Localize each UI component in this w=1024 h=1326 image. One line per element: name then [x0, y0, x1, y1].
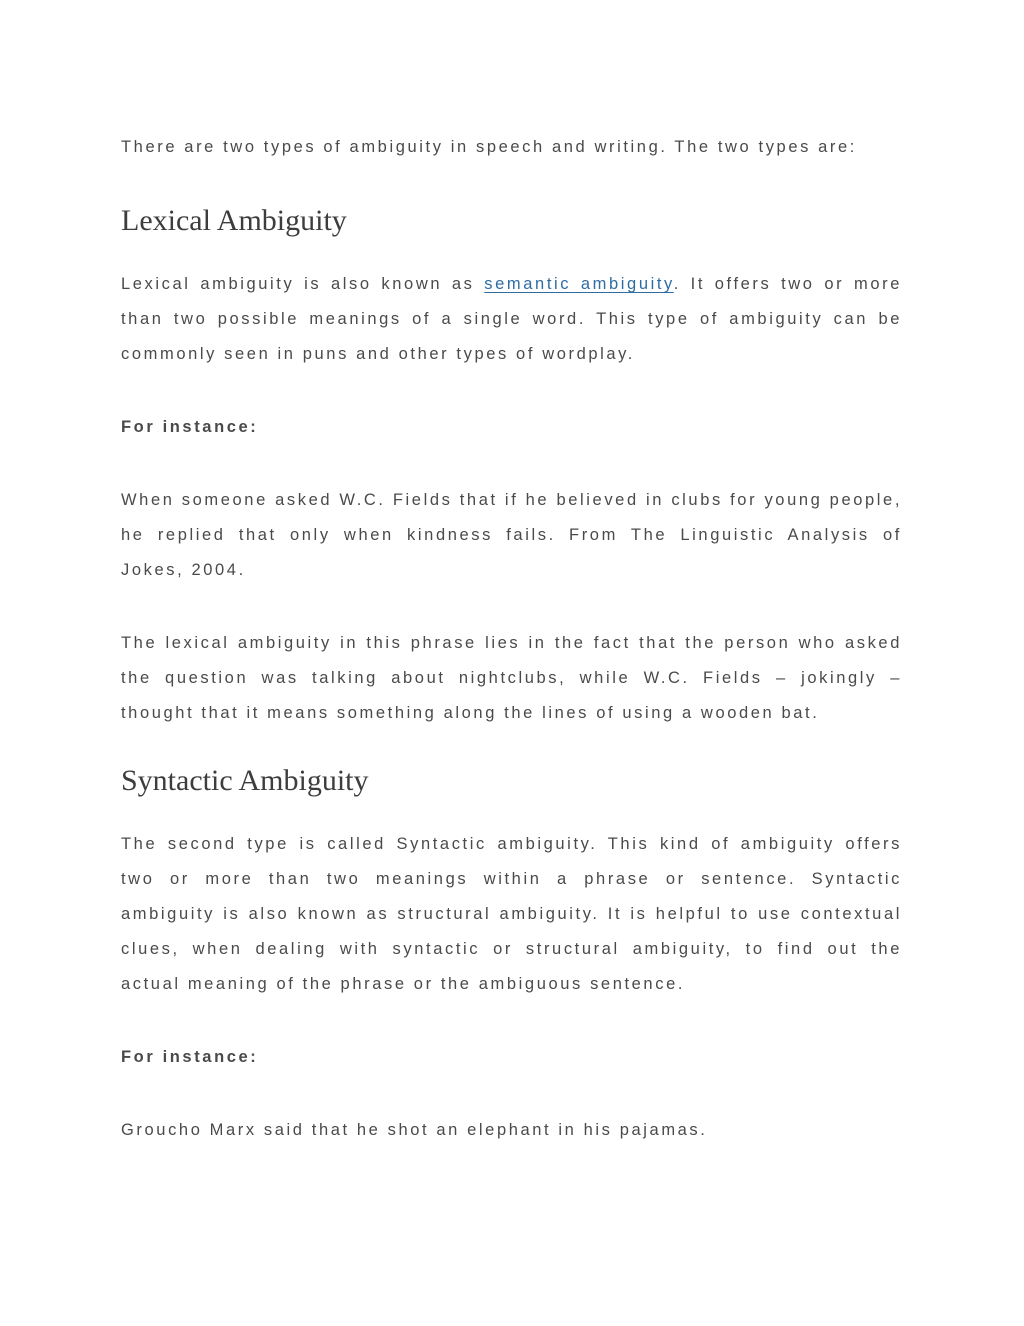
document-page	[121, 130, 902, 1148]
lexical-heading: Lexical Ambiguity	[121, 204, 347, 237]
lexical-instance-label: For instance:	[121, 418, 259, 436]
syntactic-example: Groucho Marx said that he shot an elephant in his pajamas.	[121, 1121, 708, 1139]
lexical-example: When someone asked W.C. Fields that if he believed in clubs for young people, he replied that only when kindness fails. From The Linguistic Analysis of Jokes, 2004.	[121, 491, 902, 579]
syntactic-instance-label: For instance:	[121, 1048, 259, 1066]
lexical-text-after: . It offers two or more than two possible meanings of a single word. This type of ambiguity can be commonly seen in puns and other types of wordplay.	[121, 275, 902, 363]
intro-paragraph: There are two types of ambiguity in speech and writing. The two types are:	[121, 138, 857, 156]
lexical-explanation: The lexical ambiguity in this phrase lies in the fact that the person who asked the question was talking about nightclubs, while W.C. Fields – jokingly – thought that it means something along the lines of using a wooden bat.	[121, 634, 902, 722]
semantic-ambiguity-link[interactable]: semantic ambiguity	[484, 275, 674, 293]
syntactic-heading: Syntactic Ambiguity	[121, 764, 369, 797]
syntactic-paragraph: The second type is called Syntactic ambiguity. This kind of ambiguity offers two or more than two meanings within a phrase or sentence. Syntactic ambiguity is also known as structural ambiguity. It is helpful to use contextual clues, when dealing with syntactic or structural ambiguity, to find out the actual meaning of the phrase or the ambiguous sentence.	[121, 835, 902, 993]
lexical-text-before: Lexical ambiguity is also known as	[121, 275, 485, 293]
lexical-paragraph	[121, 267, 902, 372]
